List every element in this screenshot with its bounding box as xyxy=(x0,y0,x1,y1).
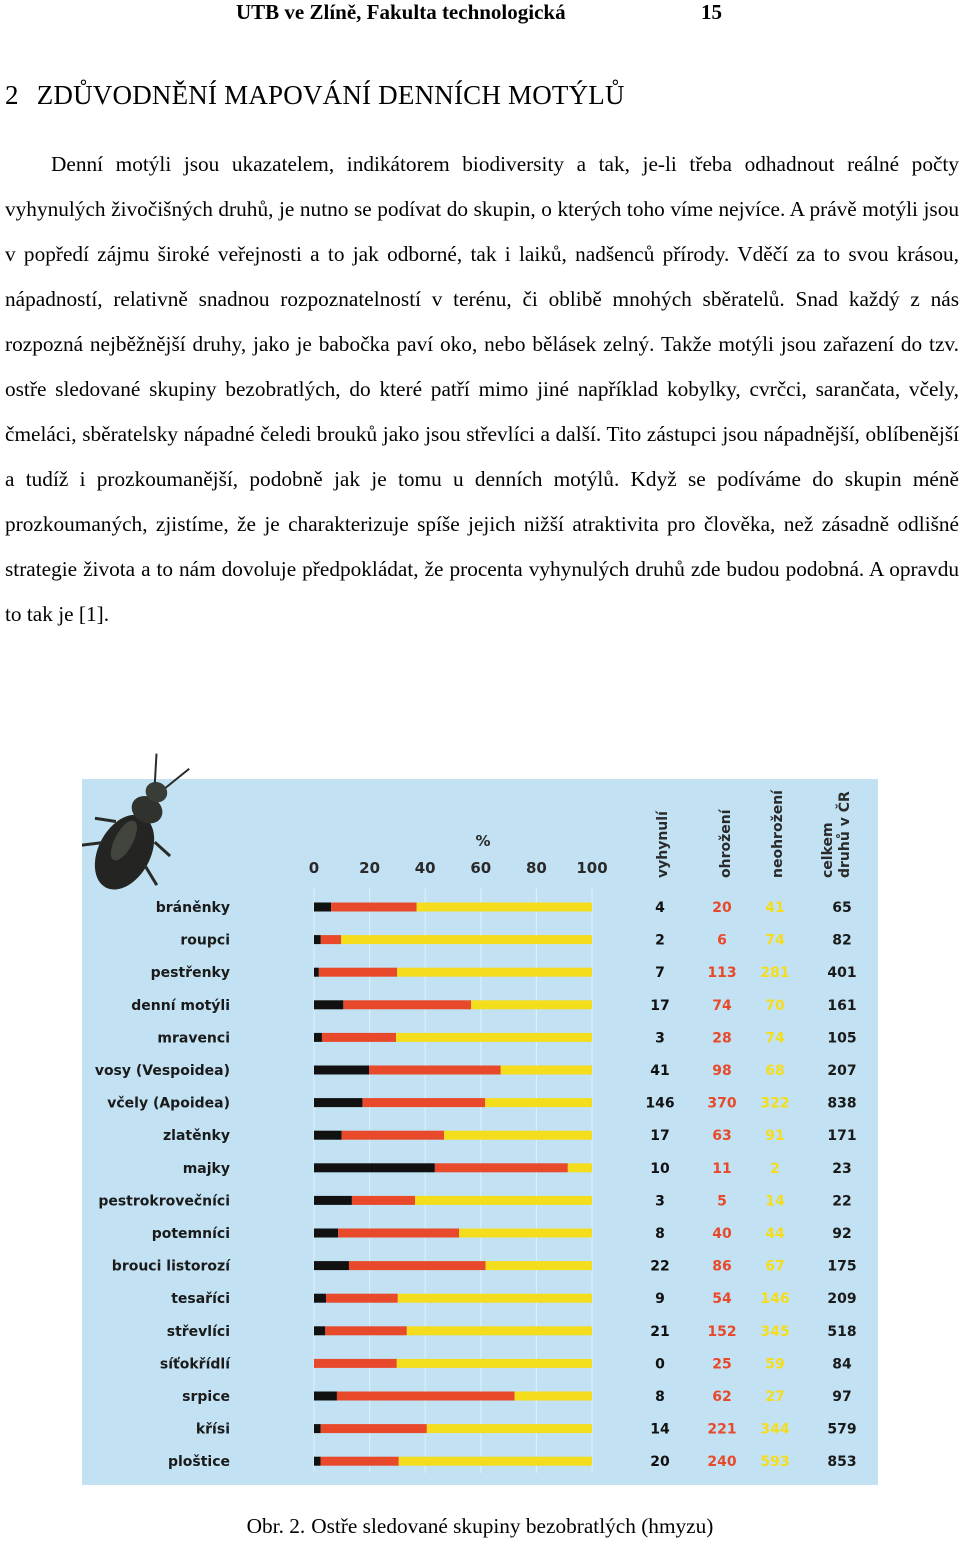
data-label: 20 xyxy=(712,900,732,916)
bar-segment-vyhynuli xyxy=(314,935,321,944)
data-label: 98 xyxy=(712,1063,732,1079)
bar-segment-vyhynuli xyxy=(314,968,319,977)
bar-segment-neohrozeni xyxy=(397,1359,592,1368)
data-label: 41 xyxy=(650,1063,670,1079)
data-label: 23 xyxy=(832,1160,852,1177)
bar-segment-neohrozeni xyxy=(459,1229,592,1238)
data-label: 27 xyxy=(765,1389,785,1405)
bar-segment-ohrozeni xyxy=(362,1098,485,1107)
figure-caption xyxy=(0,1514,960,1539)
data-label: 152 xyxy=(707,1323,737,1340)
category-label: roupci xyxy=(180,932,230,949)
bar-segment-ohrozeni xyxy=(321,1457,399,1466)
data-label: 9 xyxy=(655,1291,665,1308)
data-label: 4 xyxy=(655,900,665,916)
bar-segment-neohrozeni xyxy=(501,1066,592,1075)
caption-number: Obr. 2. xyxy=(246,1514,306,1538)
page-number: 15 xyxy=(701,0,722,24)
data-label: 67 xyxy=(765,1258,785,1275)
bar-segment-vyhynuli xyxy=(314,1098,362,1107)
bar-segment-neohrozeni xyxy=(427,1424,592,1433)
data-label: 171 xyxy=(827,1128,857,1145)
bar-segment-ohrozeni xyxy=(343,1000,471,1009)
header-institution: UTB ve Zlíně, Fakulta technologická xyxy=(236,0,566,24)
data-label: 44 xyxy=(765,1226,785,1242)
bar-segment-ohrozeni xyxy=(322,1033,396,1042)
data-label: 40 xyxy=(712,1226,732,1242)
data-label: 74 xyxy=(765,1030,785,1047)
data-label: 92 xyxy=(832,1226,852,1242)
category-label: včely (Apoidea) xyxy=(107,1095,230,1112)
bar-segment-vyhynuli xyxy=(314,1392,337,1401)
x-tick-label: 60 xyxy=(470,859,492,877)
data-label: 21 xyxy=(650,1323,670,1340)
category-label: tesaříci xyxy=(171,1291,230,1308)
data-label: 70 xyxy=(765,997,785,1014)
section-number: 2 xyxy=(5,80,19,110)
data-label: 84 xyxy=(832,1356,852,1373)
data-label: 91 xyxy=(765,1128,785,1145)
data-label: 8 xyxy=(655,1389,665,1405)
data-label: 853 xyxy=(827,1454,857,1471)
x-tick-label: 80 xyxy=(525,859,547,877)
bar-segment-neohrozeni xyxy=(444,1131,592,1140)
data-label: 161 xyxy=(827,997,857,1014)
axis-unit-label: % xyxy=(475,832,491,850)
bar-segment-vyhynuli xyxy=(314,1000,343,1009)
bar-segment-neohrozeni xyxy=(399,1457,592,1466)
category-label: pestřenky xyxy=(150,965,230,982)
data-label: 2 xyxy=(770,1160,780,1177)
data-label: 105 xyxy=(827,1030,857,1047)
bar-segment-neohrozeni xyxy=(568,1163,592,1172)
bar-segment-ohrozeni xyxy=(325,1326,407,1335)
column-header-text: celkem xyxy=(820,822,836,878)
category-label: srpice xyxy=(182,1389,230,1405)
data-label: 63 xyxy=(712,1128,732,1145)
bar-segment-ohrozeni xyxy=(337,1392,515,1401)
data-label: 146 xyxy=(760,1291,790,1308)
data-label: 25 xyxy=(712,1356,732,1373)
category-label: vosy (Vespoidea) xyxy=(94,1063,230,1079)
bar-segment-ohrozeni xyxy=(349,1261,486,1270)
bar-segment-vyhynuli xyxy=(314,1229,338,1238)
data-label: 17 xyxy=(650,997,670,1014)
data-label: 74 xyxy=(765,932,785,949)
bar-segment-neohrozeni xyxy=(341,935,592,944)
data-label: 28 xyxy=(712,1030,732,1047)
category-label: potemníci xyxy=(151,1226,230,1242)
bar-segment-ohrozeni xyxy=(331,903,417,912)
category-label: síťokřídlí xyxy=(159,1356,230,1373)
data-label: 345 xyxy=(760,1323,790,1340)
data-label: 59 xyxy=(765,1356,785,1373)
data-label: 518 xyxy=(827,1323,857,1340)
data-label: 8 xyxy=(655,1226,665,1242)
category-label: denní motýli xyxy=(131,997,230,1014)
x-tick-label: 40 xyxy=(414,859,436,877)
column-header-text: vyhynulí xyxy=(655,811,671,878)
bar-segment-vyhynuli xyxy=(314,1457,321,1466)
data-label: 11 xyxy=(712,1160,732,1177)
bar-segment-neohrozeni xyxy=(486,1261,592,1270)
data-label: 68 xyxy=(765,1063,785,1079)
category-label: brouci listorozí xyxy=(111,1258,230,1275)
data-label: 74 xyxy=(712,997,732,1014)
category-label: střevlíci xyxy=(166,1323,230,1340)
body-paragraph: Denní motýli jsou ukazatelem, indikátorem biodiversity a tak, je-li třeba odhadnout reálné počty vyhynulých živočišných druhů, je nutno se podívat do skupin, o kterých toho víme nejvíce. A právě motýli jsou v popředí zájmu široké veřejnosti a to jak odborné, tak i laiků, nadšenců přírody. Vděčí za to svou krásou, nápadností, relativně snadnou rozpoznatelností v terénu, či oblibě mnohých sběratelů. Snad každý z nás rozpozná nejběžnější druhy, jako je babočka paví oko, nebo bělásek zelný. Takže motýli jsou zařazení do tzv. ostře sledované skupiny bezobratlých, do které patří mimo jiné například kobylky, cvrčci, sarančata, včely, čmeláci, sběratelsky nápadné čeledi brouků jako jsou střevlíci a další. Tito zástupci jsou nápadnější, oblíbenější a tudíž i prozkoumanější, podobně jak je tomu u denních motýlů. Když se podíváme do skupin méně prozkoumaných, zjistíme, že je charakterizuje spíše jejich nižší atraktivita pro člověka, než zásadně odlišné strategie života a to nám dovoluje předpokládat, že procenta vyhynulých druhů zde budou podobná. A opravdu to tak je [1]. xyxy=(5,152,959,626)
column-header xyxy=(770,789,786,878)
data-label: 41 xyxy=(765,900,785,916)
bar-segment-vyhynuli xyxy=(314,1066,369,1075)
column-header-text: druhů v ČR xyxy=(837,791,853,878)
bar-segment-neohrozeni xyxy=(417,903,592,912)
x-tick-label: 100 xyxy=(576,859,608,877)
bar-segment-neohrozeni xyxy=(398,1294,592,1303)
category-label: bráněnky xyxy=(155,900,230,916)
stacked-bar-chart xyxy=(82,738,878,1485)
bar-segment-vyhynuli xyxy=(314,1261,349,1270)
data-label: 209 xyxy=(827,1291,857,1308)
bar-segment-ohrozeni xyxy=(314,1359,397,1368)
bar-segment-ohrozeni xyxy=(319,968,397,977)
data-label: 0 xyxy=(655,1356,665,1373)
data-label: 97 xyxy=(832,1389,852,1405)
data-label: 3 xyxy=(655,1030,665,1047)
data-label: 20 xyxy=(650,1454,670,1471)
data-label: 146 xyxy=(645,1095,675,1112)
data-label: 579 xyxy=(827,1421,857,1438)
bar-segment-ohrozeni xyxy=(326,1294,398,1303)
data-label: 7 xyxy=(655,965,665,982)
data-label: 221 xyxy=(707,1421,737,1438)
bar-segment-vyhynuli xyxy=(314,1196,352,1205)
bar-segment-vyhynuli xyxy=(314,1424,321,1433)
bar-segment-vyhynuli xyxy=(314,1131,342,1140)
bar-segment-neohrozeni xyxy=(397,968,592,977)
bar-segment-vyhynuli xyxy=(314,1033,322,1042)
category-label: zlatěnky xyxy=(163,1128,230,1145)
category-label: pestrokrovečníci xyxy=(98,1193,230,1210)
bar-segment-neohrozeni xyxy=(515,1392,592,1401)
data-label: 14 xyxy=(650,1421,670,1438)
bar-segment-ohrozeni xyxy=(321,1424,427,1433)
data-label: 401 xyxy=(827,965,857,982)
data-label: 3 xyxy=(655,1193,665,1210)
column-header-text: ohrožení xyxy=(718,809,734,878)
data-label: 22 xyxy=(832,1193,852,1210)
data-label: 593 xyxy=(760,1454,790,1471)
data-label: 54 xyxy=(712,1291,732,1308)
category-label: mravenci xyxy=(157,1030,230,1047)
bar-segment-neohrozeni xyxy=(471,1000,592,1009)
bar-segment-vyhynuli xyxy=(314,1326,325,1335)
data-label: 838 xyxy=(827,1095,857,1112)
data-label: 14 xyxy=(765,1193,785,1210)
category-label: křísi xyxy=(195,1421,230,1438)
data-label: 113 xyxy=(707,965,737,982)
data-label: 5 xyxy=(717,1193,727,1210)
bar-segment-neohrozeni xyxy=(415,1196,592,1205)
section-title: ZDŮVODNĚNÍ MAPOVÁNÍ DENNÍCH MOTÝLŮ xyxy=(36,80,625,110)
bar-segment-ohrozeni xyxy=(321,935,341,944)
data-label: 22 xyxy=(650,1258,670,1275)
bar-segment-neohrozeni xyxy=(485,1098,592,1107)
page-header xyxy=(236,0,736,26)
column-header xyxy=(655,810,671,878)
caption-text: Ostře sledované skupiny bezobratlých (hmyzu) xyxy=(311,1514,714,1538)
data-label: 86 xyxy=(712,1258,732,1275)
data-label: 370 xyxy=(707,1095,737,1112)
column-header xyxy=(820,791,853,878)
bar-segment-vyhynuli xyxy=(314,1163,435,1172)
bar-segment-ohrozeni xyxy=(369,1066,501,1075)
bar-segment-vyhynuli xyxy=(314,1294,326,1303)
bar-segment-neohrozeni xyxy=(407,1326,592,1335)
column-header-text: neohrožení xyxy=(770,790,786,878)
data-label: 281 xyxy=(760,965,790,982)
data-label: 240 xyxy=(707,1454,737,1471)
bar-segment-ohrozeni xyxy=(435,1163,568,1172)
data-label: 65 xyxy=(832,900,852,916)
section-heading xyxy=(5,80,625,111)
x-tick-label: 0 xyxy=(308,859,320,877)
data-label: 344 xyxy=(760,1421,790,1438)
data-label: 17 xyxy=(650,1128,670,1145)
data-label: 207 xyxy=(827,1063,857,1079)
x-tick-label: 20 xyxy=(359,859,381,877)
data-label: 322 xyxy=(760,1095,790,1112)
category-label: ploštice xyxy=(167,1454,230,1471)
category-label: majky xyxy=(182,1160,230,1177)
bar-segment-ohrozeni xyxy=(342,1131,444,1140)
data-label: 82 xyxy=(832,932,852,949)
bar-segment-ohrozeni xyxy=(352,1196,415,1205)
bar-segment-neohrozeni xyxy=(396,1033,592,1042)
data-label: 2 xyxy=(655,932,665,949)
data-label: 175 xyxy=(827,1258,857,1275)
data-label: 62 xyxy=(712,1389,732,1405)
data-label: 10 xyxy=(650,1160,670,1177)
column-header xyxy=(718,808,734,878)
bar-segment-vyhynuli xyxy=(314,903,331,912)
data-label: 6 xyxy=(717,932,727,949)
bar-segment-ohrozeni xyxy=(338,1229,459,1238)
